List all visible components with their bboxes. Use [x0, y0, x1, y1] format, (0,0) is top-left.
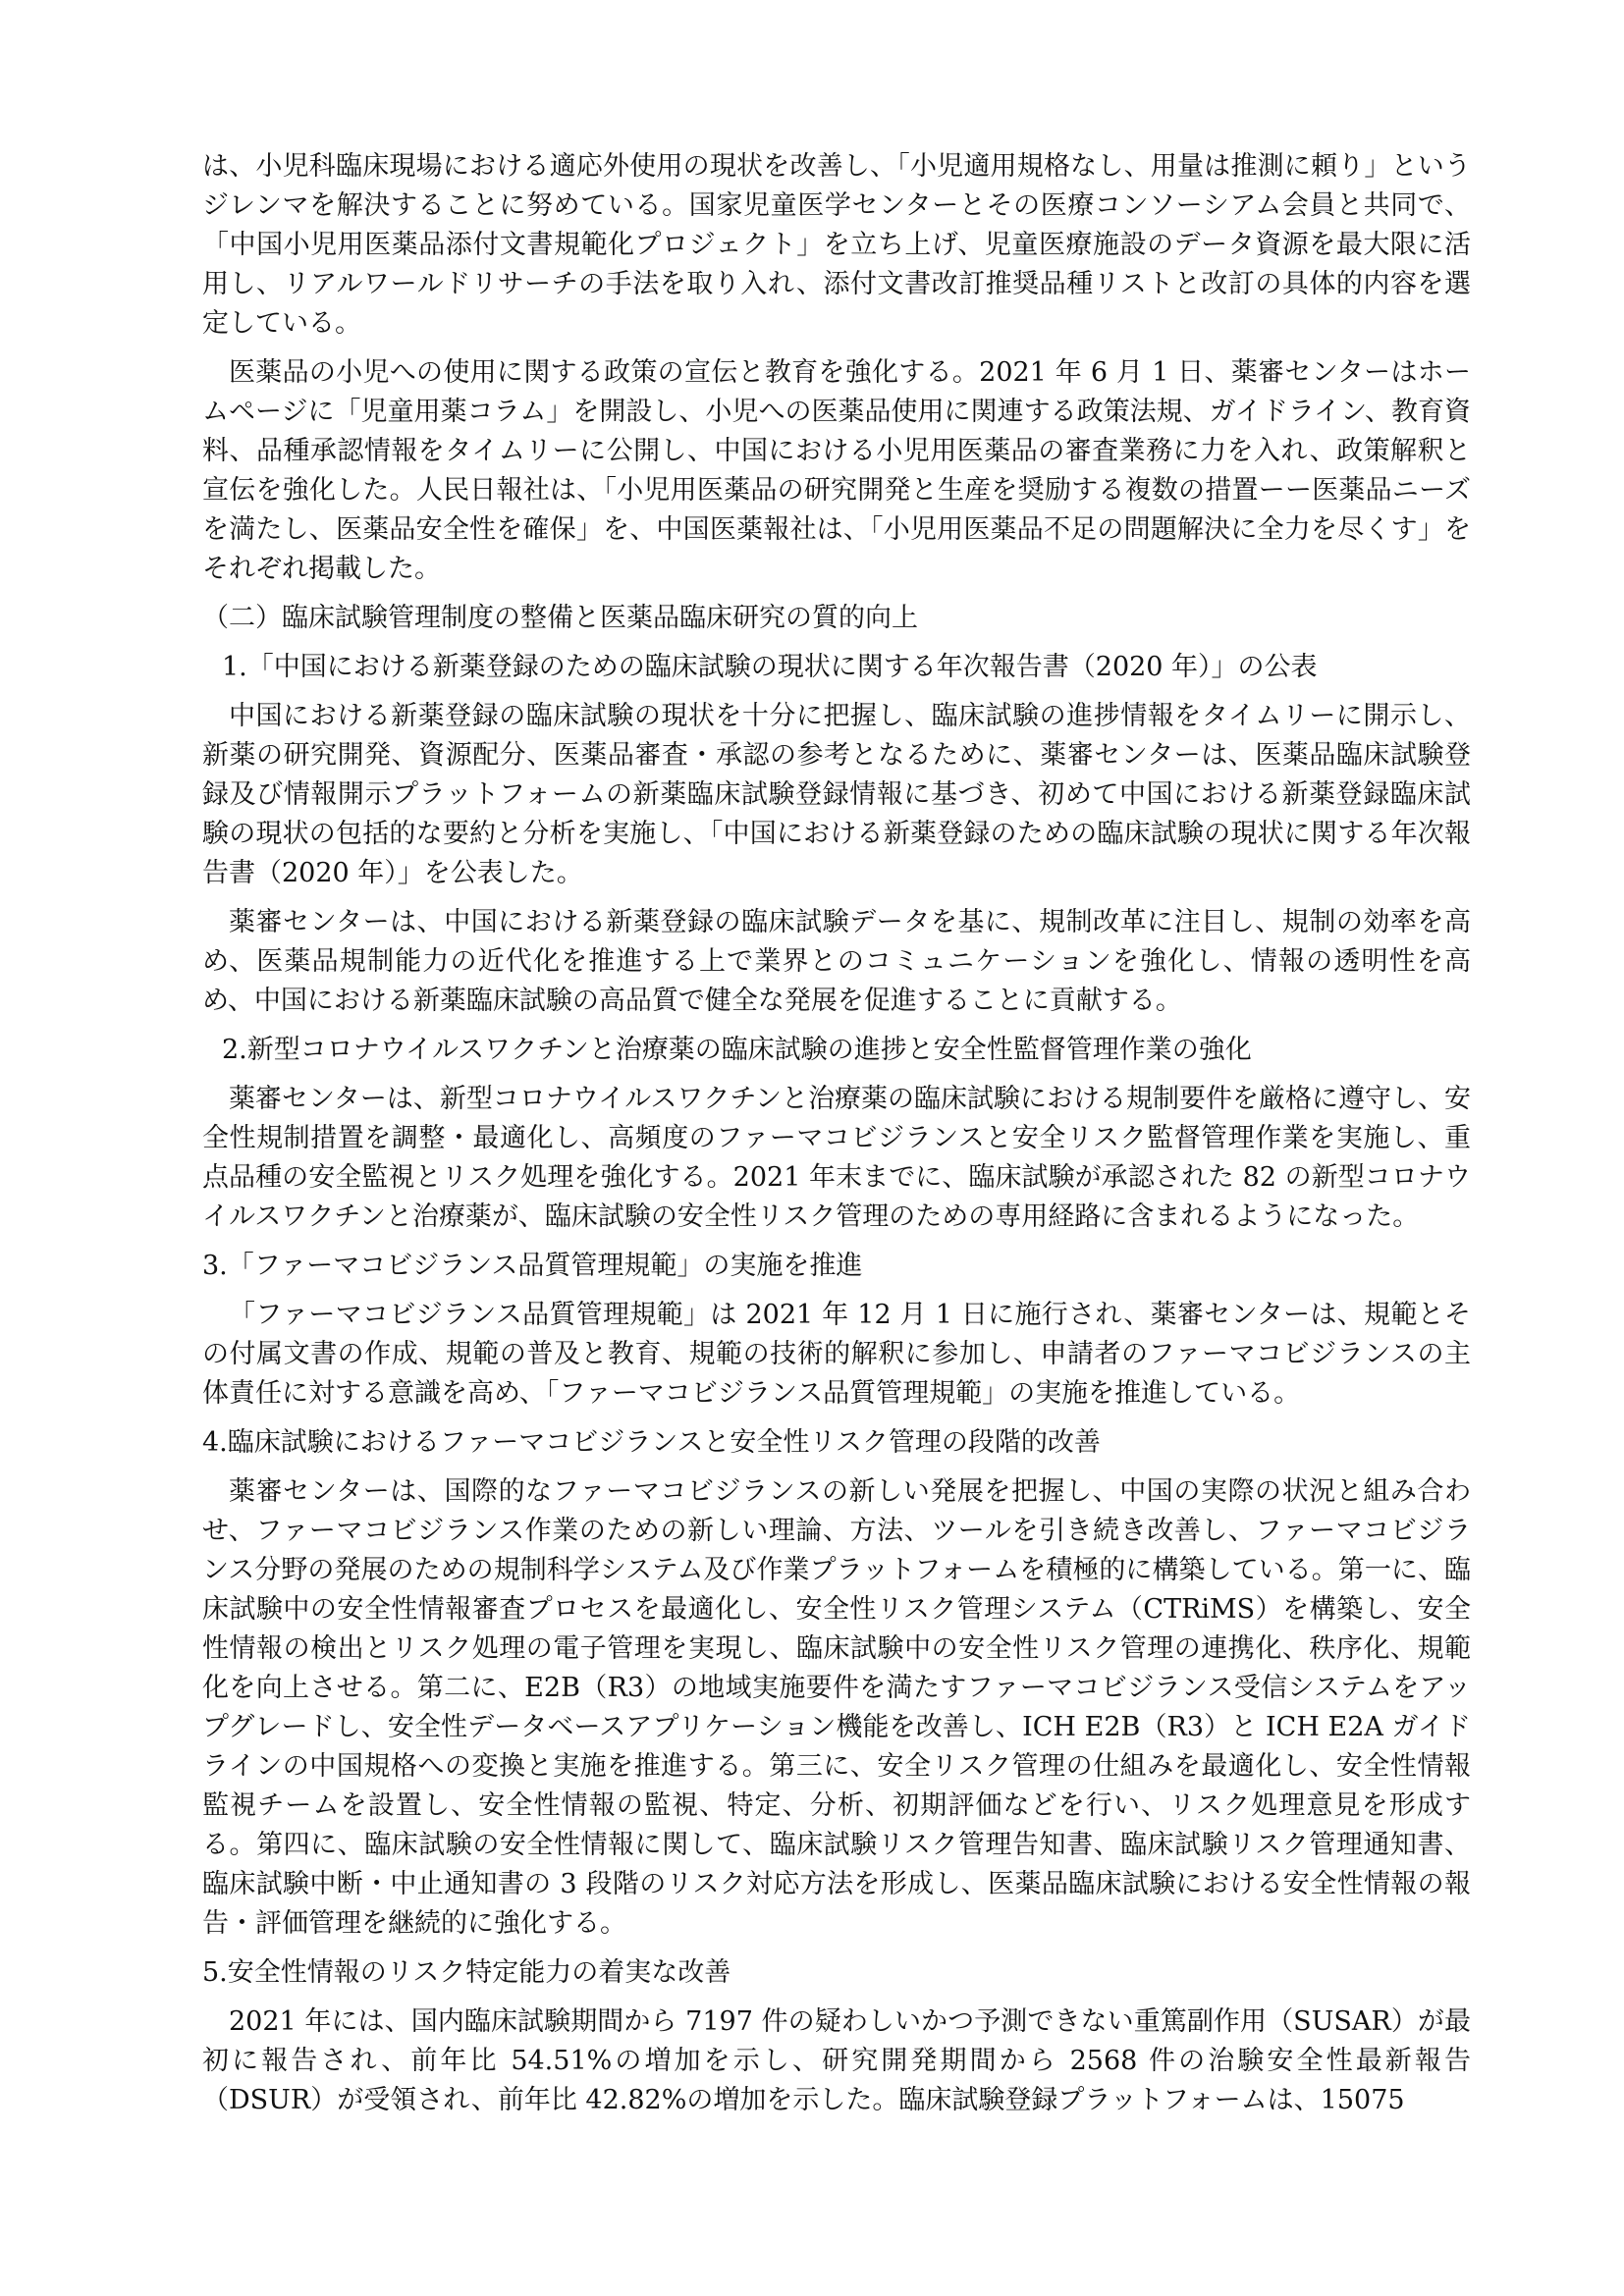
- subheading-covid-trials: 2.新型コロナウイルスワクチンと治療薬の臨床試験の進捗と安全性監督管理作業の強化: [222, 1035, 1252, 1065]
- subheading-risk-identification: 5.安全性情報のリスク特定能力の着実な改善: [202, 1957, 731, 1988]
- subheading-annual-report: 1.「中国における新薬登録のための臨床試験の現状に関する年次報告書（2020 年）」の公表: [222, 652, 1318, 682]
- paragraph-covid-trials: 薬審センターは、新型コロナウイルスワクチンと治療薬の臨床試験における規制要件を厳格に遵守し、安全性規制措置を調整・最適化し、高頻度のファーマコビジランスと安全リスク監督管理作業を実施し、重点品種の安全監視とリスク処理を強化する。2021 年末までに、臨床試験が承認された 82 の新型コロナウイルスワクチンと治療薬が、臨床試験の安全性リスク管理のための専用経路に含まれるようになった。: [202, 1084, 1471, 1232]
- paragraph-policy-education: 医薬品の小児への使用に関する政策の宣伝と教育を強化する。2021 年 6 月 1 日、薬審センターはホームページに「児童用薬コラム」を開設し、小児への医薬品使用に関連する政策法規、ガイドライン、教育資料、品種承認情報をタイムリーに公開し、中国における小児用医薬品の審査業務に力を入れ、政策解釈と宣伝を強化した。人民日報社は、「小児用医薬品の研究開発と生産を奨励する複数の措置ーー医薬品ニーズを満たし、医薬品安全性を確保」を、中国医薬報社は、「小児用医薬品不足の問題解決に全力を尽くす」をそれぞれ掲載した。: [202, 357, 1471, 584]
- paragraph-transparency: 薬審センターは、中国における新薬登録の臨床試験データを基に、規制改革に注目し、規制の効率を高め、医薬品規制能力の近代化を推進する上で業界とのコミュニケーションを強化し、情報の透明性を高め、中国における新薬臨床試験の高品質で健全な発展を促進することに貢献する。: [202, 907, 1471, 1016]
- paragraph-pediatric-off-label: は、小児科臨床現場における適応外使用の現状を改善し、「小児適用規格なし、用量は推測に頼り」というジレンマを解決することに努めている。国家児童医学センターとその医療コンソーシアム会員と共同で、「中国小児用医薬品添付文書規範化プロジェクト」を立ち上げ、児童医療施設のデータ資源を最大限に活用し、リアルワールドリサーチの手法を取り入れ、添付文書改訂推奨品種リストと改訂の具体的内容を選定している。: [202, 151, 1471, 339]
- paragraph-gvp: 「ファーマコビジランス品質管理規範」は 2021 年 12 月 1 日に施行され、薬審センターは、規範とその付属文書の作成、規範の普及と教育、規範の技術的解釈に参加し、申請者のファーマコビジランスの主体責任に対する意識を高め、「ファーマコビジランス品質管理規範」の実施を推進している。: [202, 1300, 1471, 1409]
- paragraph-annual-report: 中国における新薬登録の臨床試験の現状を十分に把握し、臨床試験の進捗情報をタイムリーに開示し、新薬の研究開発、資源配分、医薬品審査・承認の参考となるために、薬審センターは、医薬品臨床試験登録及び情報開示プラットフォームの新薬臨床試験登録情報に基づき、初めて中国における新薬登録臨床試験の現状の包括的な要約と分析を実施し、「中国における新薬登録のための臨床試験の現状に関する年次報告書（2020 年）」を公表した。: [202, 701, 1471, 888]
- subheading-pharmacovigilance: 4.臨床試験におけるファーマコビジランスと安全性リスク管理の段階的改善: [202, 1427, 1101, 1458]
- section-heading-clinical-trials: （二）臨床試験管理制度の整備と医薬品臨床研究の質的向上: [202, 603, 918, 633]
- subheading-gvp: 3.「ファーマコビジランス品質管理規範」の実施を推進: [202, 1251, 863, 1281]
- paragraph-pharmacovigilance: 薬審センターは、国際的なファーマコビジランスの新しい発展を把握し、中国の実際の状況と組み合わせ、ファーマコビジランス作業のための新しい理論、方法、ツールを引き続き改善し、ファーマコビジランス分野の発展のための規制科学システム及び作業プラットフォームを積極的に構築している。第一に、臨床試験中の安全性情報審査プロセスを最適化し、安全性リスク管理システム（CTRiMS）を構築し、安全性情報の検出とリスク処理の電子管理を実現し、臨床試験中の安全性リスク管理の連携化、秩序化、規範化を向上させる。第二に、E2B（R3）の地域実施要件を満たすファーマコビジランス受信システムをアップグレードし、安全性データベースアプリケーション機能を改善し、ICH E2B（R3）と ICH E2A ガイドラインの中国規格への変換と実施を推進する。第三に、安全リスク管理の仕組みを最適化し、安全性情報監視チームを設置し、安全性情報の監視、特定、分析、初期評価などを行い、リスク処理意見を形成する。第四に、臨床試験の安全性情報に関して、臨床試験リスク管理告知書、臨床試験リスク管理通知書、臨床試験中断・中止通知書の 3 段階のリスク対応方法を形成し、医薬品臨床試験における安全性情報の報告・評価管理を継続的に強化する。: [202, 1476, 1471, 1939]
- paragraph-risk-identification: 2021 年には、国内臨床試験期間から 7197 件の疑わしいかつ予測できない重篤副作用（SUSAR）が最初に報告され、前年比 54.51%の増加を示し、研究開発期間から 2568 件の治験安全性最新報告（DSUR）が受領され、前年比 42.82%の増加を示した。臨床試験登録プラットフォームは、15075: [202, 2006, 1471, 2115]
